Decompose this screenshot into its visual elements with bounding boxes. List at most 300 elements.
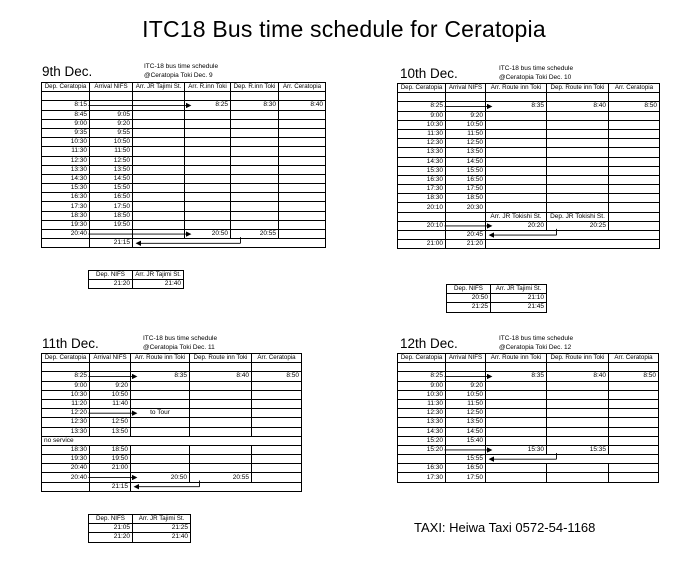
schedule-cell: 13:30 — [42, 165, 90, 174]
table-row — [398, 185, 660, 194]
schedule-cell: 8:25 — [185, 101, 231, 110]
schedule-cell: 8:40 — [279, 101, 326, 110]
schedule-cell: 20:50 — [185, 230, 231, 239]
empty-cell — [185, 147, 231, 156]
table-row — [398, 409, 659, 418]
table-row — [42, 211, 326, 220]
day-heading-9: 9th Dec. — [42, 64, 93, 79]
empty-cell — [547, 203, 609, 212]
schedule-cell: 21:15 — [90, 482, 131, 491]
schedule-cell: 19:50 — [90, 220, 133, 229]
schedule-cell — [90, 230, 133, 239]
empty-cell — [446, 212, 486, 221]
empty-cell — [609, 139, 660, 148]
empty-cell — [609, 418, 659, 427]
empty-cell — [279, 138, 326, 147]
nifs-table-dec10 — [446, 284, 547, 313]
empty-cell — [609, 203, 660, 212]
header-row — [42, 354, 302, 363]
schedule-cell: 21:40 — [133, 533, 191, 542]
table-row — [42, 193, 326, 202]
table-row — [42, 184, 326, 193]
empty-cell — [609, 436, 659, 445]
empty-cell — [609, 166, 660, 175]
schedule-cell: 18:30 — [398, 194, 446, 203]
schedule-cell: 12:20 — [42, 409, 90, 418]
schedule-cell: 20:25 — [547, 221, 609, 230]
empty-cell — [185, 138, 231, 147]
schedule-cell: 9:20 — [90, 381, 131, 390]
empty-cell — [609, 148, 660, 157]
schedule-cell: 13:30 — [398, 418, 446, 427]
empty-cell — [486, 427, 547, 436]
empty-cell — [185, 193, 231, 202]
schedule-cell: 19:50 — [90, 455, 131, 464]
schedule-cell: 17:50 — [90, 202, 133, 211]
table-row — [42, 128, 326, 137]
schedule-cell: 8:40 — [547, 102, 609, 111]
empty-cell — [547, 194, 609, 203]
empty-cell — [446, 363, 486, 372]
schedule-cell: 8:30 — [231, 101, 279, 110]
schedule-cell: 10:50 — [90, 138, 133, 147]
day-heading-10: 10th Dec. — [400, 66, 458, 81]
empty-cell — [486, 390, 547, 399]
table-row — [398, 203, 660, 212]
empty-cell — [609, 120, 660, 129]
empty-cell — [231, 119, 279, 128]
empty-cell — [486, 166, 547, 175]
header-row — [398, 84, 660, 93]
empty-cell — [547, 409, 609, 418]
schedule-cell: 12:30 — [42, 418, 90, 427]
schedule-cell: 21:45 — [491, 303, 547, 312]
column-header: Arr. Ceratopia — [279, 83, 326, 92]
empty-cell — [133, 193, 185, 202]
empty-cell — [231, 193, 279, 202]
empty-cell — [133, 165, 185, 174]
column-header: Dep. NIFS — [89, 271, 133, 280]
schedule-cell — [90, 473, 131, 482]
table-row — [398, 240, 660, 249]
empty-cell — [185, 165, 231, 174]
schedule-cell: 19:30 — [42, 455, 90, 464]
empty-cell — [279, 184, 326, 193]
table-row — [42, 138, 326, 147]
caption-10-line2: @Ceratopia Toki Dec. 10 — [499, 74, 572, 81]
schedule-cell: 15:50 — [446, 166, 486, 175]
schedule-cell: 21:00 — [398, 240, 446, 249]
empty-cell — [133, 138, 185, 147]
empty-cell — [609, 175, 660, 184]
caption-12-line2: @Ceratopia Toki Dec. 12 — [499, 344, 572, 351]
schedule-cell: 14:50 — [90, 174, 133, 183]
table-row — [398, 166, 660, 175]
schedule-cell: 15:50 — [90, 184, 133, 193]
schedule-cell: 8:35 — [486, 372, 547, 381]
empty-cell — [190, 399, 252, 408]
empty-cell — [42, 482, 90, 491]
table-row — [89, 280, 184, 289]
schedule-cell: 8:15 — [42, 101, 90, 110]
empty-cell — [486, 240, 660, 249]
caption-10-line1: ITC-18 bus time schedule — [499, 65, 574, 72]
empty-cell — [252, 445, 302, 454]
table-row — [42, 156, 326, 165]
schedule-cell — [90, 101, 133, 110]
empty-cell — [279, 193, 326, 202]
schedule-cell: 15:40 — [446, 436, 486, 445]
table-row — [42, 372, 302, 381]
schedule-cell: 21:05 — [89, 524, 133, 533]
schedule-cell: 14:30 — [398, 157, 446, 166]
schedule-cell: 12:30 — [398, 409, 446, 418]
empty-cell — [547, 175, 609, 184]
schedule-cell: 20:10 — [398, 221, 446, 230]
empty-cell — [547, 473, 609, 482]
schedule-cell: 11:50 — [446, 399, 486, 408]
schedule-cell: 21:20 — [446, 240, 486, 249]
empty-cell — [547, 418, 609, 427]
schedule-cell: 8:25 — [398, 102, 446, 111]
empty-cell — [609, 194, 660, 203]
schedule-cell: 9:20 — [90, 119, 133, 128]
schedule-cell: 20:40 — [42, 464, 90, 473]
column-header: Dep. Ceratopia — [42, 83, 90, 92]
empty-cell — [133, 92, 185, 101]
table-row — [42, 174, 326, 183]
column-header: Arr. Route inn Toki — [486, 354, 547, 363]
empty-cell — [133, 239, 326, 248]
column-header: Dep. Ceratopia — [398, 354, 446, 363]
day-heading-11: 11th Dec. — [42, 336, 99, 351]
schedule-cell: 17:30 — [42, 202, 90, 211]
schedule-cell: 21:00 — [90, 464, 131, 473]
schedule-cell: 21:20 — [89, 280, 133, 289]
empty-cell — [231, 92, 279, 101]
empty-cell — [547, 157, 609, 166]
empty-cell — [133, 119, 185, 128]
empty-cell — [252, 381, 302, 390]
table-row — [42, 381, 302, 390]
table-row — [42, 399, 302, 408]
empty-cell — [547, 148, 609, 157]
schedule-cell: 9:55 — [90, 128, 133, 137]
empty-cell — [190, 445, 252, 454]
schedule-cell: 13:50 — [90, 427, 131, 436]
table-row — [42, 119, 326, 128]
column-header: Arr. Ceratopia — [609, 354, 659, 363]
schedule-table-dec12 — [397, 353, 659, 483]
table-row — [42, 202, 326, 211]
schedule-cell: 20:55 — [231, 230, 279, 239]
empty-cell — [190, 363, 252, 372]
empty-cell — [231, 147, 279, 156]
schedule-cell: 20:30 — [446, 203, 486, 212]
taxi-contact: TAXI: Heiwa Taxi 0572-54-1168 — [414, 520, 596, 535]
table-row — [398, 148, 660, 157]
column-header: Arr. Route inn Toki — [486, 84, 547, 93]
schedule-cell: 17:50 — [446, 473, 486, 482]
empty-cell — [131, 381, 190, 390]
caption-11-line2: @Ceratopia Toki Dec. 11 — [143, 344, 215, 351]
empty-cell — [252, 473, 302, 482]
empty-cell — [547, 363, 609, 372]
empty-cell — [185, 110, 231, 119]
column-header: Dep. Route inn Toki — [547, 84, 609, 93]
empty-cell — [42, 92, 90, 101]
schedule-cell: 18:50 — [446, 194, 486, 203]
empty-cell — [486, 418, 547, 427]
table-row — [398, 111, 660, 120]
schedule-cell: 13:50 — [90, 165, 133, 174]
schedule-cell: 10:30 — [42, 390, 90, 399]
empty-cell — [133, 174, 185, 183]
schedule-cell: 15:20 — [398, 436, 446, 445]
empty-cell — [133, 147, 185, 156]
page-title: ITC18 Bus time schedule for Ceratopia — [142, 16, 546, 42]
table-row — [42, 482, 302, 491]
table-row — [398, 120, 660, 129]
empty-cell — [252, 399, 302, 408]
schedule-cell — [446, 221, 486, 230]
empty-cell — [486, 185, 547, 194]
table-row — [398, 473, 659, 482]
day-heading-12: 12th Dec. — [400, 336, 458, 351]
schedule-cell: 16:30 — [398, 175, 446, 184]
table-row — [398, 372, 659, 381]
schedule-cell: 18:30 — [42, 211, 90, 220]
empty-cell — [609, 129, 660, 138]
schedule-cell: 9:00 — [42, 119, 90, 128]
schedule-cell: 21:20 — [89, 533, 133, 542]
empty-cell — [609, 111, 660, 120]
schedule-cell: 21:40 — [133, 280, 184, 289]
schedule-cell: 17:50 — [446, 185, 486, 194]
table-row — [398, 363, 659, 372]
schedule-cell: 17:30 — [398, 185, 446, 194]
empty-cell — [185, 202, 231, 211]
table-row — [398, 175, 660, 184]
table-row — [42, 473, 302, 482]
empty-cell — [133, 202, 185, 211]
schedule-cell: 13:50 — [446, 418, 486, 427]
schedule-cell: 13:30 — [398, 148, 446, 157]
table-row — [42, 101, 326, 110]
empty-cell — [185, 128, 231, 137]
schedule-cell: 14:50 — [446, 157, 486, 166]
table-row — [42, 165, 326, 174]
empty-cell — [486, 129, 547, 138]
empty-cell — [398, 455, 446, 464]
empty-cell — [133, 128, 185, 137]
table-row — [398, 231, 660, 240]
schedule-cell: 8:25 — [42, 372, 90, 381]
schedule-cell: 16:30 — [42, 193, 90, 202]
empty-cell — [131, 464, 190, 473]
empty-cell — [133, 184, 185, 193]
column-header: Dep. Route inn Toki — [190, 354, 252, 363]
no-service-label: no service — [42, 436, 302, 445]
table-row — [42, 363, 302, 372]
empty-cell — [547, 166, 609, 175]
schedule-cell: 8:25 — [398, 372, 446, 381]
schedule-cell: 16:50 — [446, 175, 486, 184]
schedule-cell — [133, 101, 185, 110]
empty-cell — [486, 157, 547, 166]
empty-cell — [547, 436, 609, 445]
header-row — [447, 285, 547, 294]
empty-cell — [90, 363, 131, 372]
empty-cell — [486, 148, 547, 157]
empty-cell — [486, 464, 547, 473]
schedule-cell: 16:30 — [398, 464, 446, 473]
empty-cell — [398, 363, 446, 372]
schedule-cell: 11:30 — [398, 399, 446, 408]
schedule-cell — [133, 230, 185, 239]
schedule-table-dec11 — [41, 353, 302, 492]
schedule-cell: 20:45 — [446, 231, 486, 240]
empty-cell — [279, 174, 326, 183]
table-row — [42, 464, 302, 473]
header-row — [89, 271, 184, 280]
schedule-cell — [446, 445, 486, 454]
empty-cell — [609, 185, 660, 194]
schedule-cell: 21:25 — [133, 524, 191, 533]
schedule-cell: 11:30 — [398, 129, 446, 138]
schedule-cell: 14:30 — [42, 174, 90, 183]
table-row — [398, 212, 660, 221]
empty-cell — [279, 165, 326, 174]
empty-cell — [231, 211, 279, 220]
empty-cell — [252, 390, 302, 399]
schedule-cell: 12:50 — [90, 156, 133, 165]
empty-cell — [231, 138, 279, 147]
empty-cell — [131, 418, 190, 427]
empty-cell — [252, 455, 302, 464]
table-row — [398, 445, 659, 454]
empty-cell — [547, 93, 609, 102]
empty-cell — [547, 390, 609, 399]
empty-cell — [279, 147, 326, 156]
schedule-cell: 12:50 — [446, 409, 486, 418]
schedule-cell: 15:30 — [398, 166, 446, 175]
table-row — [42, 147, 326, 156]
empty-cell — [131, 427, 190, 436]
empty-cell — [547, 111, 609, 120]
empty-cell — [279, 128, 326, 137]
empty-cell — [185, 211, 231, 220]
empty-cell — [279, 202, 326, 211]
nifs-table-dec11 — [88, 514, 191, 543]
caption-9-line1: ITC-18 bus time schedule — [144, 63, 219, 70]
column-header: Arr. JR Tajimi St. — [133, 271, 184, 280]
empty-cell — [279, 156, 326, 165]
empty-cell — [446, 93, 486, 102]
table-row — [398, 139, 660, 148]
empty-cell — [609, 464, 659, 473]
schedule-table-dec9 — [41, 82, 326, 248]
schedule-cell: 21:10 — [491, 294, 547, 303]
table-row — [398, 399, 659, 408]
empty-cell — [547, 139, 609, 148]
column-header: Arrival NIFS — [90, 354, 131, 363]
schedule-cell — [279, 230, 326, 239]
table-row — [447, 294, 547, 303]
schedule-table-dec10 — [397, 83, 660, 249]
schedule-cell: 8:45 — [42, 110, 90, 119]
empty-cell — [190, 390, 252, 399]
empty-cell — [231, 110, 279, 119]
schedule-cell: 20:50 — [131, 473, 190, 482]
schedule-cell: 15:35 — [547, 445, 609, 454]
schedule-cell: 21:15 — [90, 239, 133, 248]
schedule-cell: 18:30 — [42, 445, 90, 454]
schedule-cell: 11:40 — [90, 399, 131, 408]
table-row — [398, 464, 659, 473]
schedule-cell: 20:20 — [486, 221, 547, 230]
empty-cell — [279, 119, 326, 128]
empty-cell — [547, 427, 609, 436]
schedule-cell: 8:50 — [609, 372, 659, 381]
empty-cell — [231, 220, 279, 229]
column-header: Dep. R.inn Toki — [231, 83, 279, 92]
column-header: Arrival NIFS — [446, 84, 486, 93]
empty-cell — [486, 399, 547, 408]
empty-cell — [133, 156, 185, 165]
column-header: Dep. Route inn Toki — [547, 354, 609, 363]
table-row — [398, 455, 659, 464]
empty-cell — [486, 203, 547, 212]
schedule-cell: 10:50 — [90, 390, 131, 399]
schedule-cell: 9:35 — [42, 128, 90, 137]
empty-cell — [190, 464, 252, 473]
empty-cell — [131, 482, 302, 491]
empty-cell — [486, 194, 547, 203]
empty-cell — [185, 156, 231, 165]
column-header: Dep. Ceratopia — [42, 354, 90, 363]
empty-cell — [131, 390, 190, 399]
table-row — [398, 390, 659, 399]
empty-cell — [609, 212, 660, 221]
schedule-cell: 15:55 — [446, 455, 486, 464]
column-header: Dep. Ceratopia — [398, 84, 446, 93]
schedule-cell: 15:20 — [398, 445, 446, 454]
schedule-cell: 18:50 — [90, 211, 133, 220]
table-row — [42, 455, 302, 464]
empty-cell — [131, 363, 190, 372]
empty-cell — [609, 221, 660, 230]
empty-cell — [190, 427, 252, 436]
schedule-cell: 13:50 — [446, 148, 486, 157]
table-row — [42, 220, 326, 229]
empty-cell — [486, 175, 547, 184]
table-row — [42, 418, 302, 427]
caption-12-line1: ITC-18 bus time schedule — [499, 335, 574, 342]
schedule-cell: 10:50 — [446, 120, 486, 129]
empty-cell — [398, 93, 446, 102]
column-header: Arr. R.inn Toki — [185, 83, 231, 92]
column-header: Arr. JR Tajimi St. — [491, 285, 547, 294]
schedule-cell: 8:35 — [131, 372, 190, 381]
header-row — [89, 515, 191, 524]
empty-cell — [609, 399, 659, 408]
table-row — [398, 157, 660, 166]
table-row — [42, 230, 326, 239]
column-header: Dep. NIFS — [89, 515, 133, 524]
to-tour-label: to Tour — [131, 409, 190, 418]
schedule-cell: 14:30 — [398, 427, 446, 436]
